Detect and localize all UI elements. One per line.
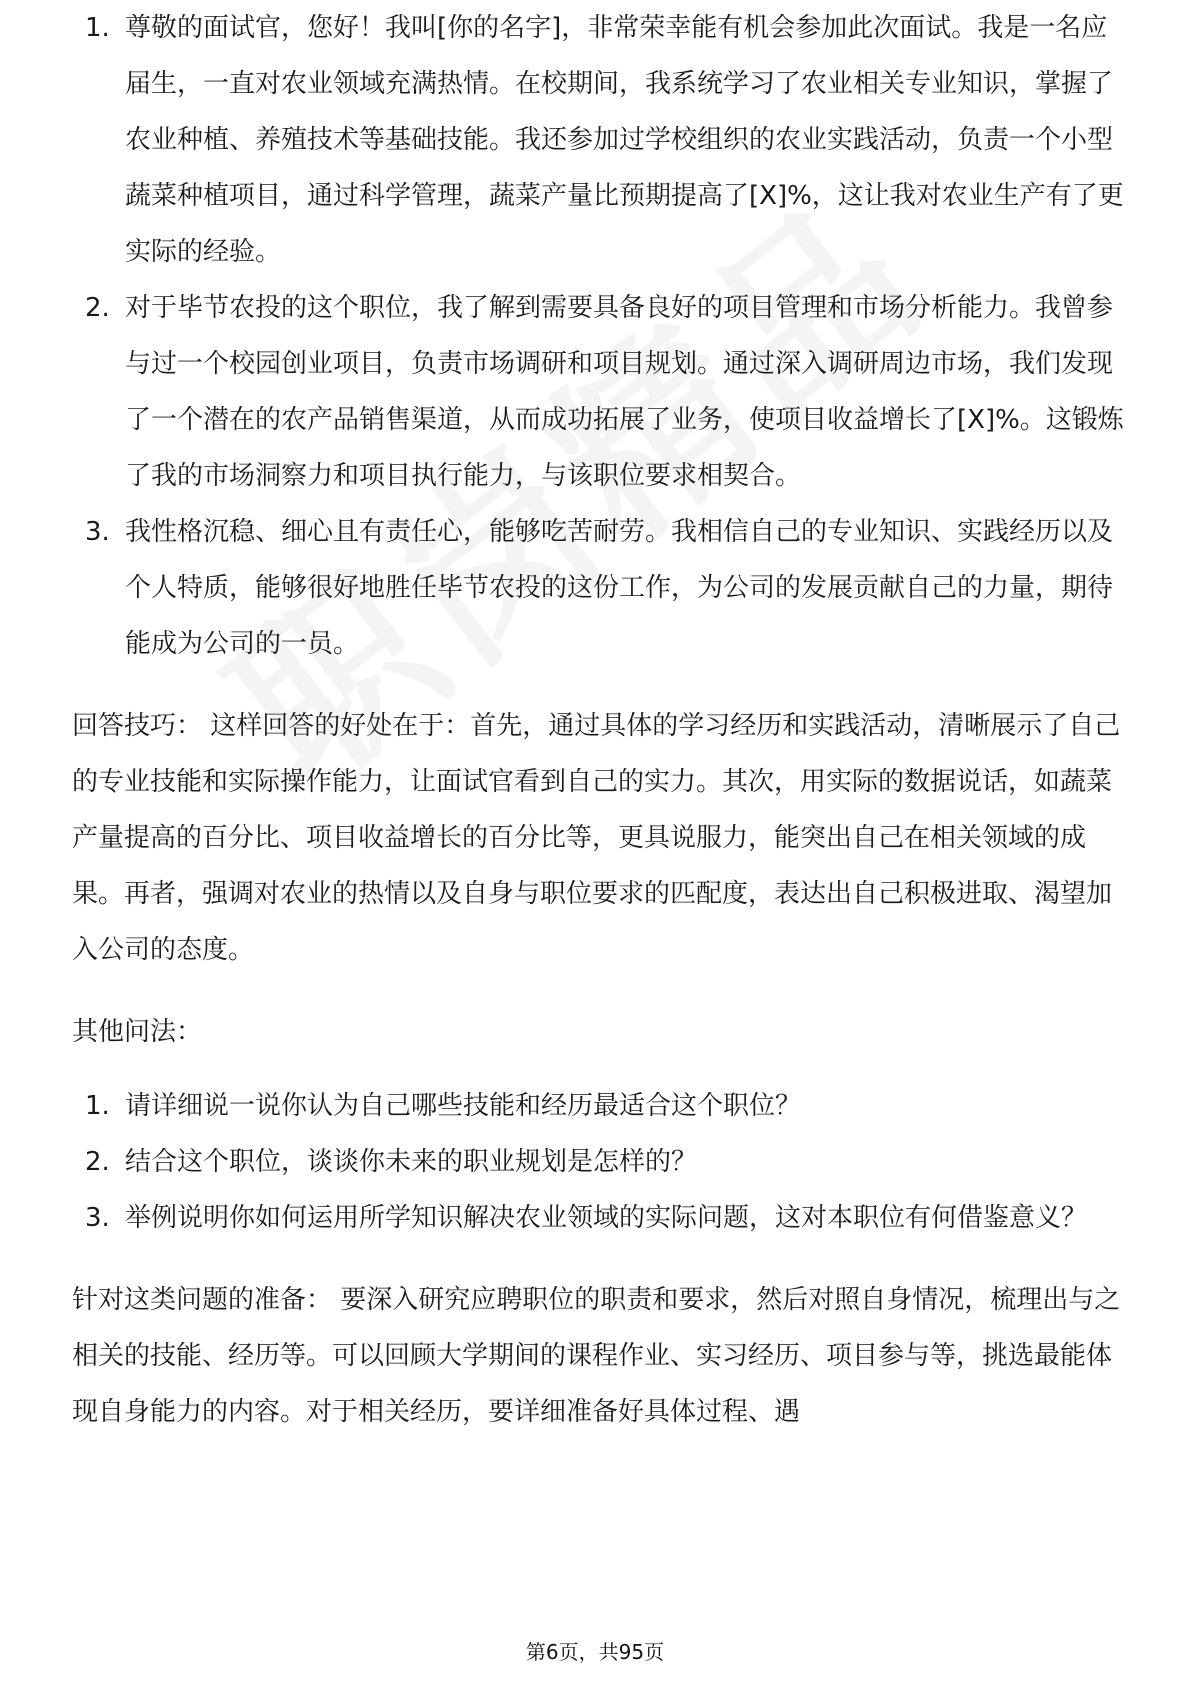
- list-item: [72, 1134, 1127, 1190]
- list-item: [72, 280, 1127, 504]
- spacer: [72, 1060, 1127, 1078]
- list-item: [72, 1078, 1127, 1134]
- list-item-number: 2.: [85, 293, 110, 323]
- list-item-text: 对于毕节农投的这个职位，我了解到需要具备良好的项目管理和市场分析能力。我曾参与过一个校园创业项目，负责市场调研和项目规划。通过深入调研周边市场，我们发现了一个潜在的农产品销售渠道，从而成功拓展了业务，使项目收益增长了[X]%。这锻炼了我的市场洞察力和项目执行能力，与该职位要求相契合。: [125, 293, 1124, 491]
- list-item: [72, 1190, 1127, 1246]
- list-item: [72, 0, 1127, 280]
- list-item-text: 尊敬的面试官，您好！我叫[你的名字]，非常荣幸能有机会参加此次面试。我是一名应届生，一直对农业领域充满热情。在校期间，我系统学习了农业相关专业知识，掌握了农业种植、养殖技术等基础技能。我还参加过学校组织的农业实践活动，负责一个小型蔬菜种植项目，通过科学管理，蔬菜产量比预期提高了[X]%，这让我对农业生产有了更实际的经验。: [125, 13, 1124, 267]
- spacer: [72, 978, 1127, 1004]
- page-content: [72, 13, 1127, 1440]
- list-item-text: 请详细说一说你认为自己哪些技能和经历最适合这个职位？: [125, 1091, 802, 1121]
- list-item-text: 我性格沉稳、细心且有责任心，能够吃苦耐劳。我相信自己的专业知识、实践经历以及个人特质，能够很好地胜任毕节农投的这份工作，为公司的发展贡献自己的力量，期待能成为公司的一员。: [125, 517, 1114, 659]
- list-item-number: 1.: [85, 13, 110, 43]
- preparation-paragraph: 针对这类问题的准备： 要深入研究应聘职位的职责和要求，然后对照自身情况，梳理出与之相关的技能、经历等。可以回顾大学期间的课程作业、实习经历、项目参与等，挑选最能体现自身能力的内容。对于相关经历，要详细准备好具体过程、遇: [72, 1285, 1121, 1427]
- list-item-text: 举例说明你如何运用所学知识解决农业领域的实际问题，这对本职位有何借鉴意义？: [125, 1203, 1088, 1233]
- answer-tips-paragraph: 回答技巧： 这样回答的好处在于：首先，通过具体的学习经历和实践活动，清晰展示了自己的专业技能和实际操作能力，让面试官看到自己的实力。其次，用实际的数据说话，如蔬菜产量提高的百分比、项目收益增长的百分比等，更具说服力，能突出自己在相关领域的成果。再者，强调对农业的热情以及自身与职位要求的匹配度，表达出自己积极进取、渴望加入公司的态度。: [72, 711, 1121, 965]
- spacer: [72, 1246, 1127, 1272]
- other-questions-heading: 其他问法：: [72, 1017, 203, 1047]
- spacer: [72, 672, 1127, 698]
- page-number-footer: 第6页，共95页: [525, 1640, 665, 1664]
- list-item-number: 3.: [85, 1203, 110, 1233]
- list-item-number: 2.: [85, 1147, 110, 1177]
- list-item-number: 1.: [85, 1091, 110, 1121]
- list-item: [72, 504, 1127, 672]
- list-item-text: 结合这个职位，谈谈你未来的职业规划是怎样的？: [125, 1147, 698, 1177]
- other-questions-list: [72, 1078, 1127, 1246]
- answer-list: [72, 0, 1127, 672]
- list-item-number: 3.: [85, 517, 110, 547]
